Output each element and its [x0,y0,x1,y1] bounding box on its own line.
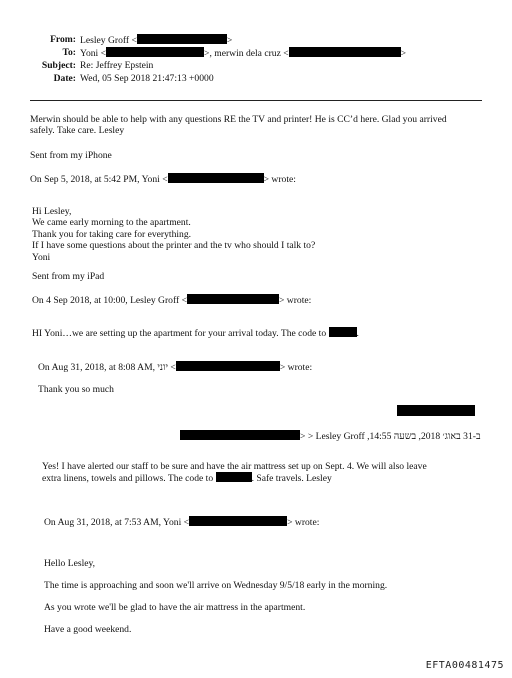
to-label: To: [62,47,76,58]
body-line: Merwin should be able to help with any questions RE the TV and printer! He is CC’d here. Glad you arrived [30,114,447,125]
redaction-box [180,430,300,440]
header-divider [30,100,482,101]
redaction-box [187,294,279,304]
message-thank-you: Thank you so much [38,384,114,395]
body-line: As you wrote we'll be glad to have the air mattress in the apartment. [44,602,306,613]
redaction-box [289,47,401,57]
quote-header-2: On 4 Sep 2018, at 10:00, Lesley Groff < > wrote: [32,295,312,306]
body-line: We came early morning to the apartment. [32,217,191,229]
quote-header-4: > ב-31 באוג׳ 2018, בשעה 14:55, Lesley Groff < [180,430,480,442]
redaction-box [137,34,227,44]
body-line: Hi Lesley, [32,206,72,217]
redaction-box [168,173,264,183]
signature-iphone: Sent from my iPhone [30,150,112,161]
from-value: Lesley Groff < > [80,35,233,46]
redaction-box [216,472,252,482]
redaction-box [176,361,280,371]
redaction-box [106,47,204,57]
message-hello-lesley: Hello Lesley, [44,558,96,569]
body-line: Yoni [32,251,51,263]
message-air-mattress [42,461,427,485]
body-line: Yes! I have alerted our staff to be sure and have the air mattress set up on Sept. 4. We will also leave [42,461,427,472]
quote-header-5: On Aug 31, 2018, at 7:53 AM, Yoni < > wrote: [44,517,320,528]
to-value: Yoni < >, merwin dela cruz < > [80,48,407,59]
subject-label: Subject: [41,60,76,71]
redaction-box [329,327,357,337]
body-line: Thank you for taking care for everything. [32,228,192,240]
body-line: safely. Take care. Lesley [30,125,125,137]
redaction-box [397,405,475,416]
message-lesley-reply [30,114,447,137]
date-value: Wed, 05 Sep 2018 21:47:13 +0000 [80,73,214,84]
body-line: Have a good weekend. [44,624,132,635]
subject-value: Re: Jeffrey Epstein [80,60,154,71]
message-lesley-setup: HI Yoni…we are setting up the apartment for your arrival today. The code to . [32,328,359,339]
from-label: From: [50,34,76,45]
quote-header-3: On Aug 31, 2018, at 8:08 AM, יוני < > wrote: [38,362,313,373]
signature-ipad: Sent from my iPad [32,271,105,282]
body-line: If I have some questions about the printer and the tv who should I talk to? [32,240,316,252]
document-id-stamp: EFTA00481475 [425,660,504,671]
body-line: The time is approaching and soon we'll arrive on Wednesday 9/5/18 early in the morning. [44,580,388,591]
quote-header-1: On Sep 5, 2018, at 5:42 PM, Yoni < > wrote: [30,174,296,185]
message-yoni-question [32,206,315,263]
body-line: extra linens, towels and pillows. The code to . Safe travels. Lesley [42,473,332,485]
redaction-box [189,516,287,526]
date-label: Date: [53,73,76,84]
